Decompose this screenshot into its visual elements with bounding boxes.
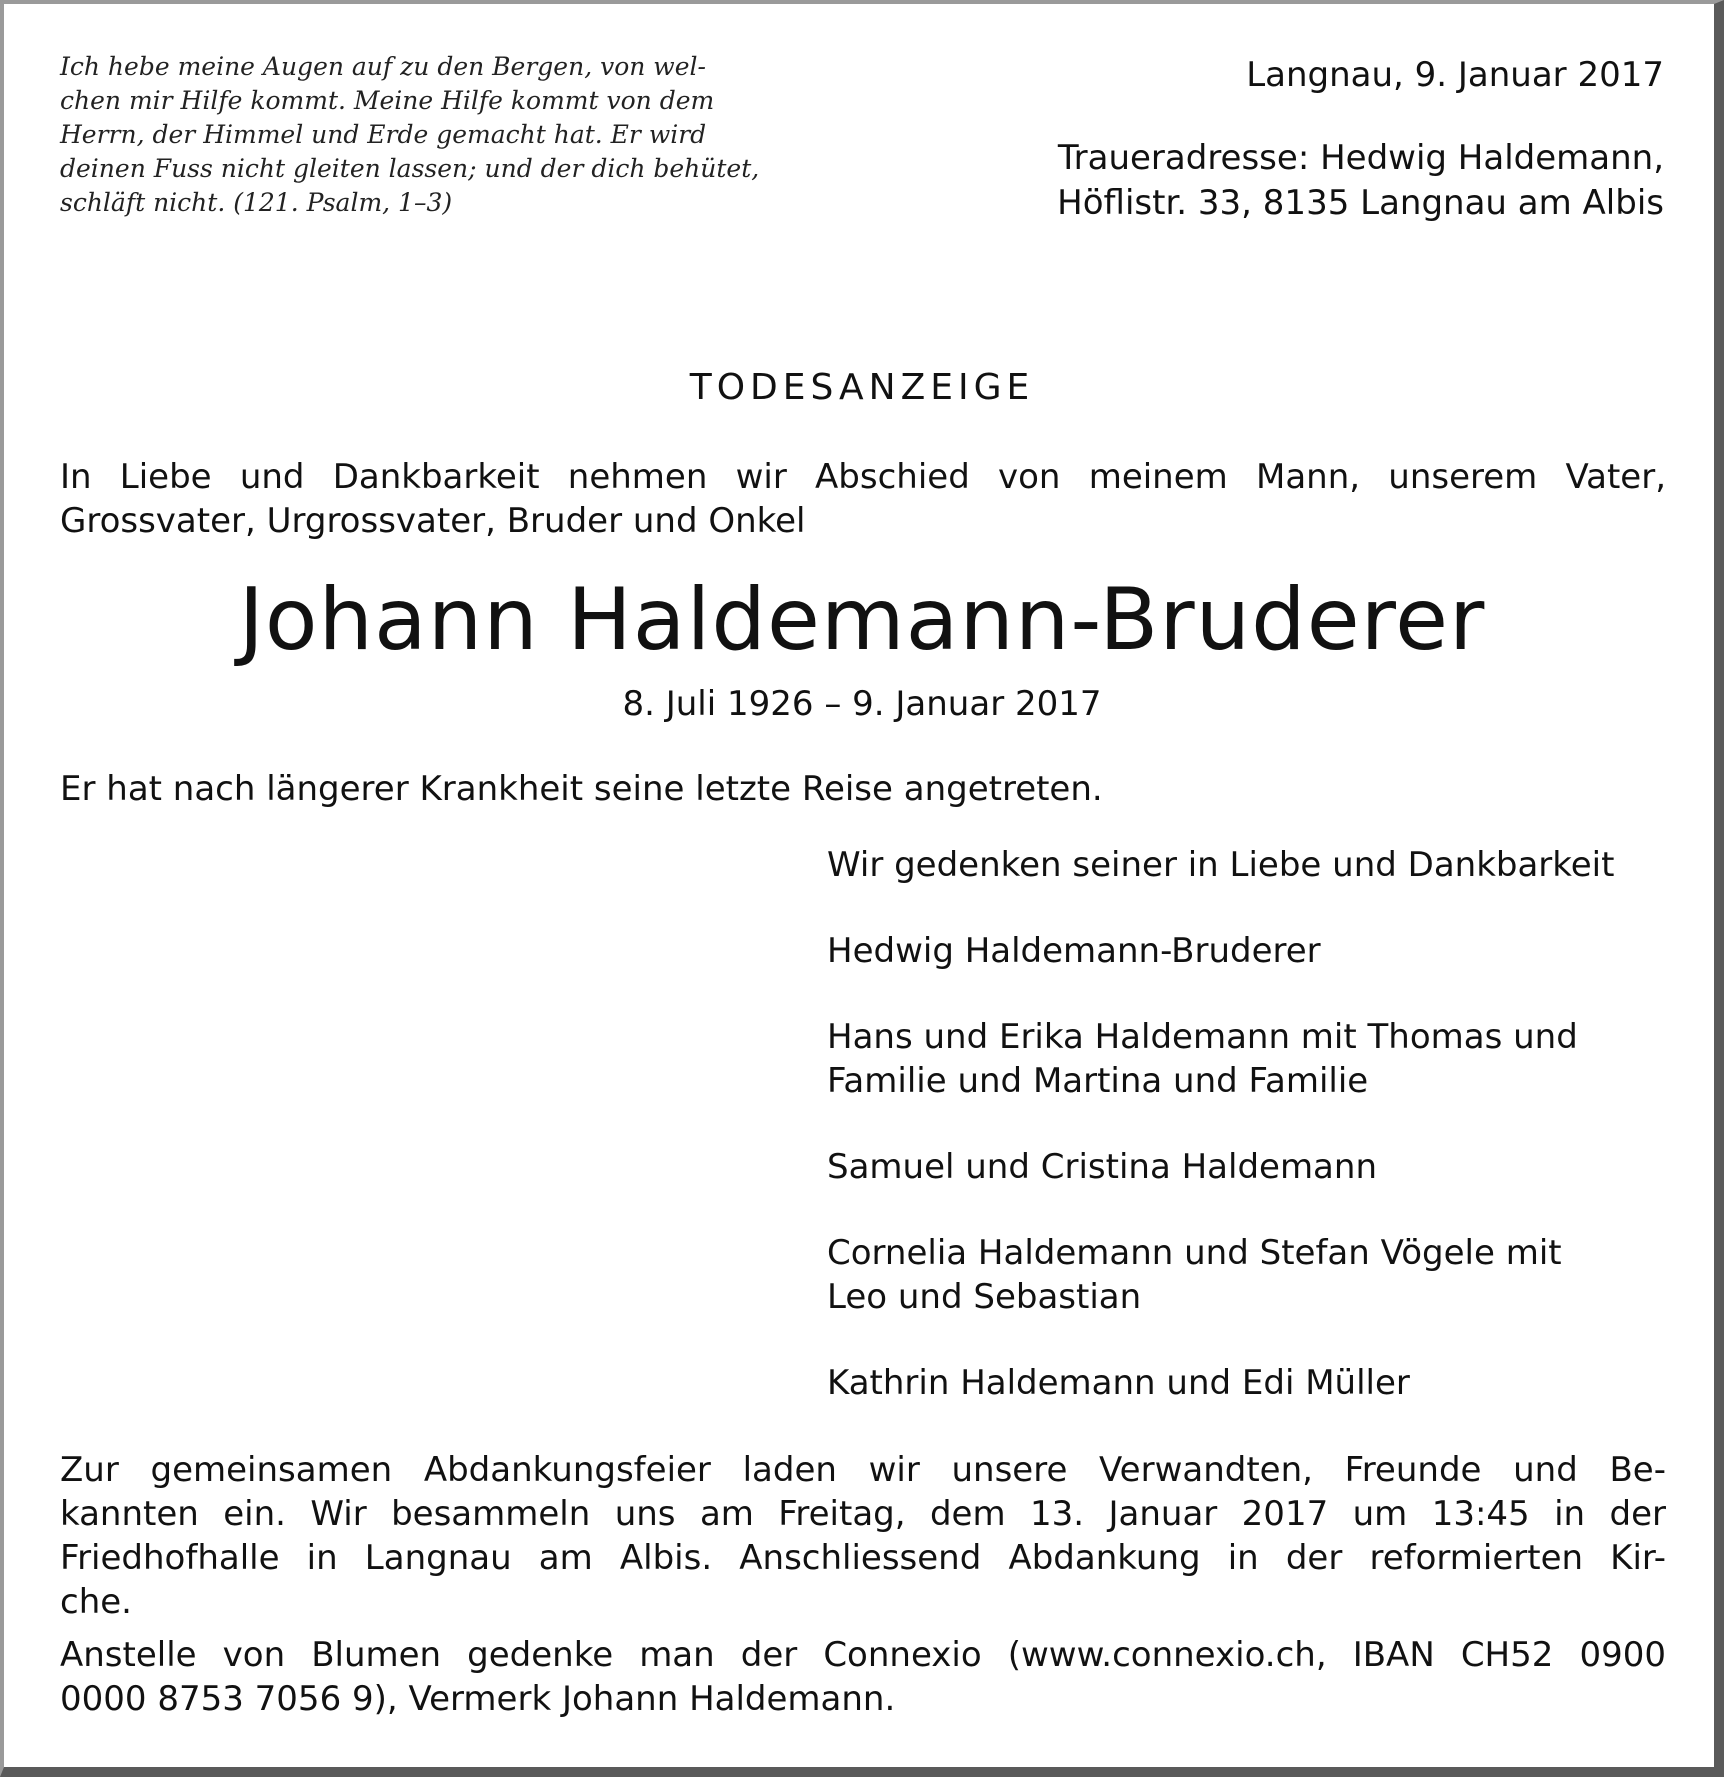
intro-line: Grossvater, Urgrossvater, Bruder und Onkel: [60, 501, 806, 541]
psalm-line: Herrn, der Himmel und Erde gemacht hat. Er wird: [60, 120, 707, 149]
ceremony-line: che.: [60, 1582, 132, 1622]
mourner-entry: [827, 1361, 1677, 1405]
deceased-name: Johann Haldemann-Bruderer: [238, 570, 1486, 670]
mourning-address: [1057, 136, 1664, 226]
donation-line: Anstelle von Blumen gedenke man der Connexio (www.connexio.ch, IBAN CH52 0900: [60, 1635, 1666, 1675]
address-line: Höflistr. 33, 8135 Langnau am Albis: [1057, 183, 1664, 223]
mourner-line: Hedwig Haldemann-Bruderer: [827, 931, 1321, 971]
mourner-line: Leo und Sebastian: [827, 1277, 1142, 1317]
mourner-line: Samuel und Cristina Haldemann: [827, 1147, 1377, 1187]
mourner-entry: [827, 1231, 1677, 1319]
ceremony-line: Zur gemeinsamen Abdankungsfeier laden wir unsere Verwandten, Freunde und Be-: [60, 1450, 1666, 1490]
mourner-entry: [827, 843, 1677, 887]
address-line: Traueradresse: Hedwig Haldemann,: [1057, 138, 1664, 178]
mourner-line: Wir gedenken seiner in Liebe und Dankbarkeit: [827, 845, 1615, 885]
ceremony-text: [60, 1448, 1666, 1624]
mourners-list: [827, 843, 1677, 1447]
mourner-entry: [827, 1145, 1677, 1189]
notice-heading: TODESANZEIGE: [689, 367, 1035, 408]
psalm-line: schläft nicht. (121. Psalm, 1–3): [60, 188, 453, 217]
donation-line: 0000 8753 7056 9), Vermerk Johann Haldemann.: [60, 1679, 896, 1719]
ceremony-line: Friedhofhalle in Langnau am Albis. Anschliessend Abdankung in der reformierten Kir-: [60, 1538, 1666, 1578]
place-date: Langnau, 9. Januar 2017: [1246, 55, 1664, 95]
mourner-line: Cornelia Haldemann und Stefan Vögele mit: [827, 1233, 1562, 1273]
intro-line: In Liebe und Dankbarkeit nehmen wir Abschied von meinem Mann, unserem Vater,: [60, 457, 1666, 497]
intro-text: [60, 455, 1666, 543]
ceremony-line: kannten ein. Wir besammeln uns am Freitag, dem 13. Januar 2017 um 13:45 in der: [60, 1494, 1666, 1534]
life-dates: 8. Juli 1926 – 9. Januar 2017: [622, 684, 1102, 724]
mourner-line: Kathrin Haldemann und Edi Müller: [827, 1363, 1410, 1403]
psalm-quote: [60, 50, 780, 220]
mourner-entry: [827, 1015, 1677, 1103]
journey-text: Er hat nach längerer Krankheit seine letzte Reise angetreten.: [60, 769, 1103, 809]
mourner-line: Familie und Martina und Familie: [827, 1061, 1369, 1101]
psalm-line: deinen Fuss nicht gleiten lassen; und der dich behütet,: [60, 154, 760, 183]
mourner-line: Hans und Erika Haldemann mit Thomas und: [827, 1017, 1578, 1057]
donation-text: [60, 1633, 1666, 1721]
psalm-line: chen mir Hilfe kommt. Meine Hilfe kommt von dem: [60, 86, 715, 115]
mourner-entry: [827, 929, 1677, 973]
psalm-line: Ich hebe meine Augen auf zu den Bergen, von wel-: [60, 52, 706, 81]
